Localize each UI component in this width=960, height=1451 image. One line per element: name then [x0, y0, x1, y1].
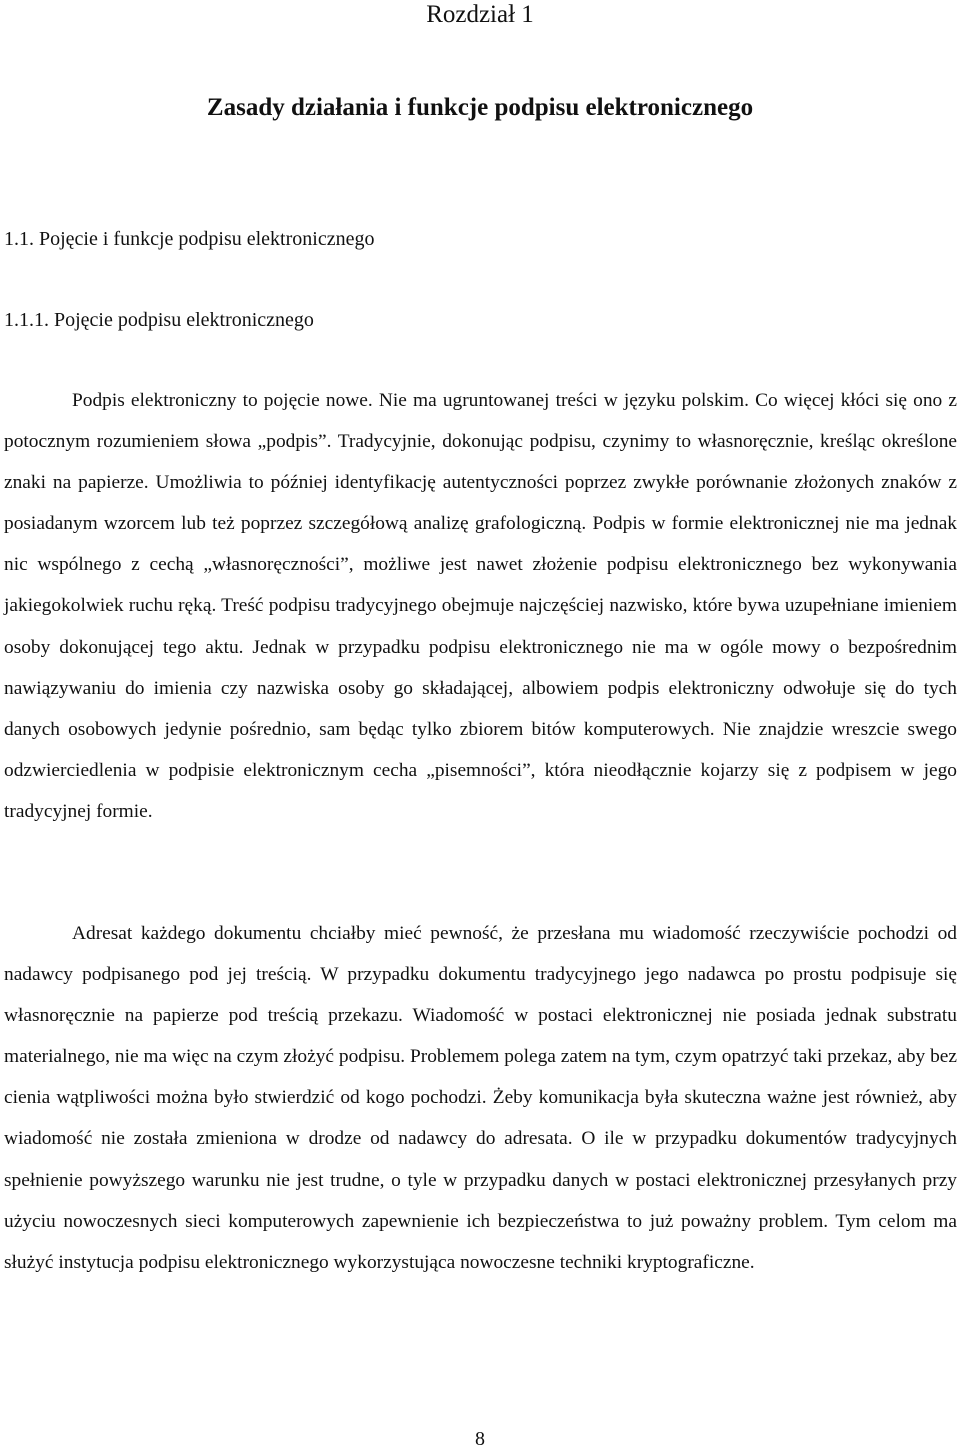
chapter-label: Rozdział 1	[426, 1, 534, 28]
paragraph-2	[4, 913, 957, 1283]
paragraph-1	[4, 380, 957, 832]
paragraph-1-text: Podpis elektroniczny to pojęcie nowe. Nie ma ugruntowanej treści w języku polskim. Co więcej kłóci się ono z potocznym rozumieniem słowa „podpis”. Tradycyjnie, dokonując podpisu, czynimy to własnoręcznie, kreśląc określone znaki na papierze. Umożliwia to później identyfikację autentyczności poprzez zwykłe porównanie złożonych znaków z posiadanym wzorcem lub też poprzez szczegółową analizę grafologiczną. Podpis w formie elektronicznej nie ma jednak nic wspólnego z cechą „własnoręczności”, możliwe jest nawet złożenie podpisu elektronicznego bez wykonywania jakiegokolwiek ruchu ręką. Treść podpisu tradycyjnego obejmuje najczęściej nazwisko, które bywa uzupełniane imieniem osoby dokonującej tego aktu. Jednak w przypadku podpisu elektronicznego nie ma w ogóle mowy o bezpośrednim nawiązywaniu do imienia czy nazwiska osoby go składającej, albowiem podpis elektroniczny odwołuje się do tych danych osobowych jedynie pośrednio, sam będąc tylko zbiorem bitów komputerowych. Nie znajdzie wreszcie swego odzwierciedlenia w podpisie elektronicznym cecha „pisemności”, która nieodłącznie kojarzy się z podpisem w jego tradycyjnej formie.	[4, 390, 957, 822]
page-number: 8	[475, 1428, 485, 1450]
section-heading-1-1: 1.1. Pojęcie i funkcje podpisu elektronicznego	[4, 228, 375, 250]
paragraph-2-text: Adresat każdego dokumentu chciałby mieć pewność, że przesłana mu wiadomość rzeczywiście pochodzi od nadawcy podpisanego pod jej treścią. W przypadku dokumentu tradycyjnego jego nadawca po prostu podpisuje się własnoręcznie na papierze pod treścią przekazu. Wiadomość w postaci elektronicznej nie posiada jednak substratu materialnego, nie ma więc na czym złożyć podpisu. Problemem polega zatem na tym, czym opatrzyć taki przekaz, aby bez cienia wątpliwości można było stwierdzić od kogo pochodzi. Żeby komunikacja była skuteczna ważne jest również, aby wiadomość nie została zmieniona w drodze od nadawcy do adresata. O ile w przypadku dokumentów tradycyjnych spełnienie powyższego warunku nie jest trudne, o tyle w przypadku danych w postaci elektronicznej przesyłanych przy użyciu nowoczesnych sieci komputerowych zapewnienie ich bezpieczeństwa to już poważny problem. Tym celom ma służyć instytucja podpisu elektronicznego wykorzystująca nowoczesne techniki kryptograficzne.	[4, 923, 957, 1273]
chapter-title: Zasady działania i funkcje podpisu elektronicznego	[206, 94, 754, 121]
section-heading-1-1-1: 1.1.1. Pojęcie podpisu elektronicznego	[4, 309, 314, 331]
